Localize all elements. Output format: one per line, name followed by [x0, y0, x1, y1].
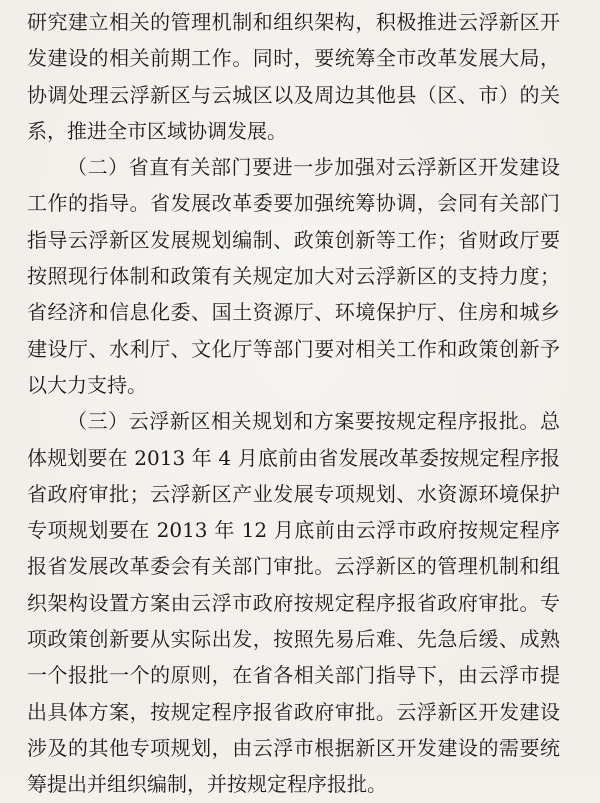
section-two-paragraph: （二）省直有关部门要进一步加强对云浮新区开发建设工作的指导。省发展改革委要加强统筹协调，会同有关部门指导云浮新区发展规划编制、政策创新等工作；省财政厅要按照现行体制和政策有关规定加大对云浮新区的支持力度；省经济和信息化委、国土资源厅、环境保护厅、住房和城乡建设厅、水利厅、文化厅等部门要对相关工作和政策创新予以大力支持。 [27, 155, 560, 397]
continuation-paragraph: 研究建立相关的管理机制和组织架构，积极推进云浮新区开发建设的相关前期工作。同时，要统筹全市改革发展大局，协调处理云浮新区与云城区以及周边其他县（区、市）的关系，推进全市区域协调发展。 [27, 10, 560, 143]
section-three-paragraph: （三）云浮新区相关规划和方案要按规定程序报批。总体规划要在 2013 年 4 月底前由省发展改革委按规定程序报省政府审批；云浮新区产业发展专项规划、水资源环境保护专项规划要在 2013 年 12 月底前由云浮市政府按规定程序报省发展改革委会有关部门审批。云浮新区的管理机制和组织架构设置方案由云浮市政府按规定程序报省政府审批。专项政策创新要从实际出发，按照先易后难、先急后缓、成熟一个报批一个的原则，在省各相关部门指导下，由云浮市提出具体方案，按规定程序报省政府审批。云浮新区开发建设涉及的其他专项规划，由云浮市根据新区开发建设的需要统筹提出并组织编制，并按规定程序报批。 [27, 409, 560, 797]
